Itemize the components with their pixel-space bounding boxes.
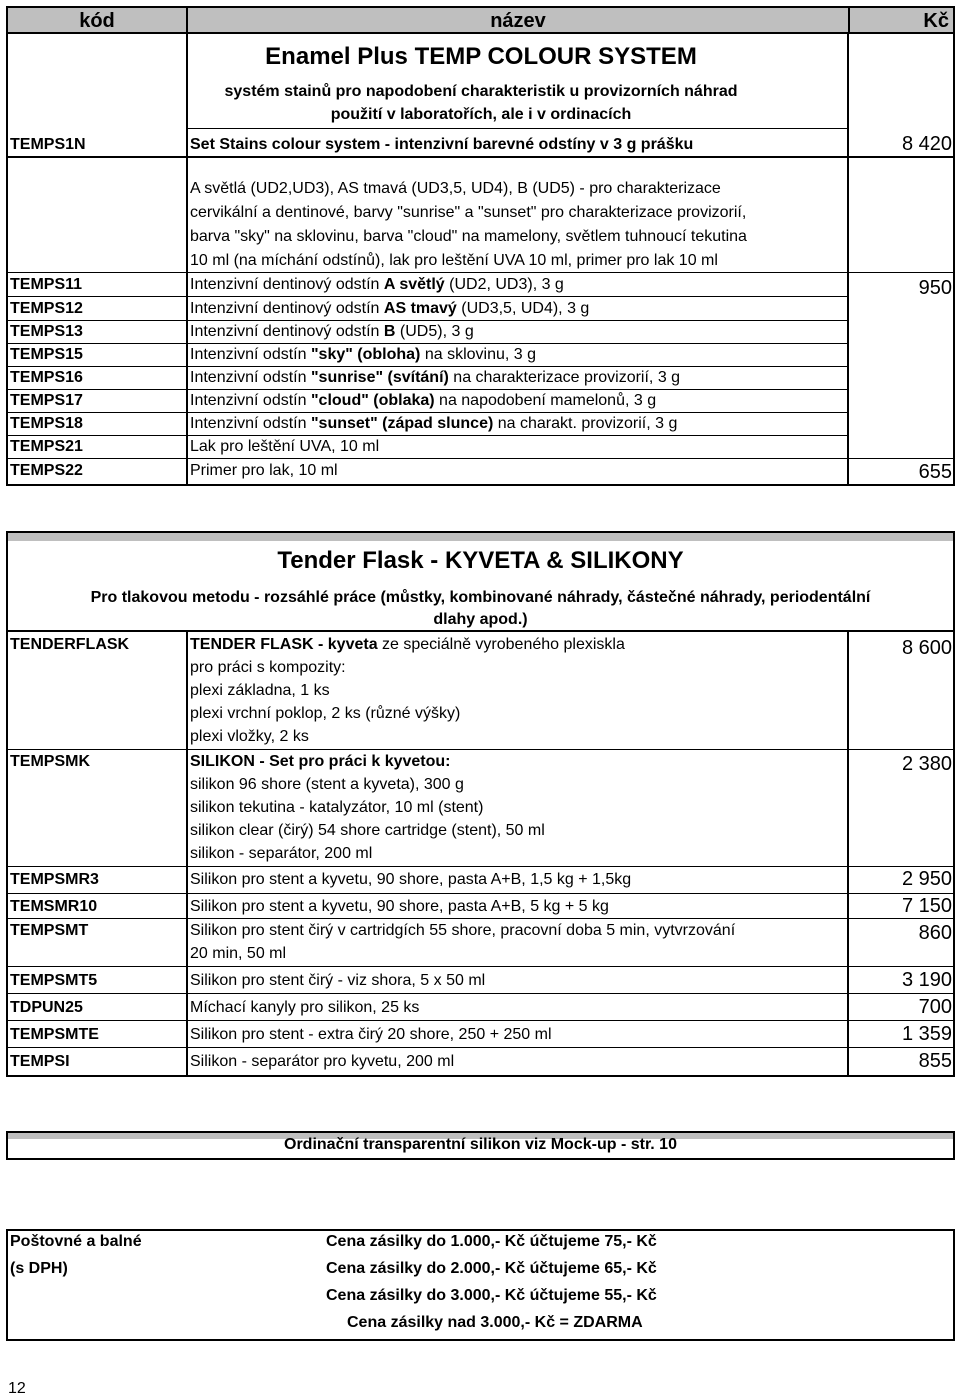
row-code: TEMPSMT <box>10 922 89 939</box>
mk-price: 2 380 <box>901 753 952 775</box>
item-name: Lak pro leštění UVA, 10 ml <box>190 438 380 455</box>
desc-line: 10 ml (na míchání odstínů), lak pro leštění UVA 10 ml, primer pro lak 10 ml <box>190 252 718 269</box>
row-price: 860 <box>918 922 952 944</box>
item-name: Intenzivní dentinový odstín A světlý (UD2, UD3), 3 g <box>190 276 564 293</box>
item-name: Primer pro lak, 10 ml <box>190 462 338 479</box>
item-name: Intenzivní odstín "cloud" (oblaka) na napodobení mamelonů, 3 g <box>190 392 657 409</box>
item-code: TEMPS21 <box>10 438 83 455</box>
item-code: TEMPS12 <box>10 300 83 317</box>
row-name: Silikon pro stent a kyvetu, 90 shore, pasta A+B, 1,5 kg + 1,5kg <box>190 871 632 888</box>
item-price: 655 <box>918 461 952 483</box>
desc-line: barva "sky" na sklovinu, barva "cloud" na mamelony, světlem tuhnoucí tekutina <box>190 228 747 245</box>
mk-code: TEMPSMK <box>10 753 90 770</box>
row-price: 700 <box>918 996 952 1018</box>
row-code: TEMSMR10 <box>10 898 98 915</box>
page-number: 12 <box>8 1380 26 1397</box>
tender-code: TENDERFLASK <box>10 636 130 653</box>
mk-line: silikon 96 shore (stent a kyveta), 300 g <box>190 776 464 793</box>
tender-line: plexi vrchní poklop, 2 ks (různé výšky) <box>190 705 461 722</box>
row-code: TEMPSMR3 <box>10 871 99 888</box>
shipping-label-vat: (s DPH) <box>10 1260 68 1277</box>
item-name: Intenzivní odstín "sky" (obloha) na sklovinu, 3 g <box>190 346 536 363</box>
row-code: TEMPSMT5 <box>10 972 98 989</box>
item-code: TEMPS22 <box>10 462 83 479</box>
desc-line: cervikální a dentinové, barvy "sunrise" a "sunset" pro charakterizace provizorií, <box>190 204 747 221</box>
tender-line: plexi vložky, 2 ks <box>190 728 309 745</box>
note-text: Ordinační transparentní silikon viz Mock-up - str. 10 <box>284 1136 677 1153</box>
row-name: Silikon pro stent čirý - viz shora, 5 x 50 ml <box>190 972 486 989</box>
items-price: 950 <box>918 277 952 299</box>
item-name: Intenzivní dentinový odstín B (UD5), 3 g <box>190 323 474 340</box>
mk-line: silikon - separátor, 200 ml <box>190 845 373 862</box>
shipping-line: Cena zásilky do 2.000,- Kč účtujeme 65,- Kč <box>326 1260 657 1277</box>
main-price: 8 420 <box>901 133 952 155</box>
shipping-label: Poštovné a balné <box>10 1233 142 1250</box>
tender-name: TENDER FLASK - kyveta ze speciálně vyrobeného plexiskla <box>190 636 625 653</box>
header-price: Kč <box>923 10 949 32</box>
section2-subtitle-1: Pro tlakovou metodu - rozsáhlé práce (můstky, kombinované náhrady, částečné náhrady, periodentální <box>90 589 871 606</box>
mk-line: silikon clear (čirý) 54 shore cartridge (stent), 50 ml <box>190 822 545 839</box>
tender-line: pro práci s kompozity: <box>190 659 346 676</box>
item-code: TEMPS15 <box>10 346 83 363</box>
row-name: Silikon pro stent - extra čirý 20 shore, 250 + 250 ml <box>190 1026 552 1043</box>
row-code: TDPUN25 <box>10 999 83 1016</box>
row-price: 1 359 <box>901 1023 952 1045</box>
row-price: 3 190 <box>901 969 952 991</box>
header-name: název <box>188 8 850 32</box>
row-price: 7 150 <box>901 895 952 917</box>
row-code: TEMPSI <box>10 1053 70 1070</box>
row-name: Silikon pro stent a kyvetu, 90 shore, pasta A+B, 5 kg + 5 kg <box>190 898 609 915</box>
section1-subtitle-1: systém stainů pro napodobení charakteristik u provizorních náhrad <box>224 83 738 100</box>
section1-subtitle-2: použití v laboratořích, ale i v ordinacích <box>330 106 632 123</box>
row-name: Míchací kanyly pro silikon, 25 ks <box>190 999 420 1016</box>
item-name: Intenzivní dentinový odstín AS tmavý (UD3,5, UD4), 3 g <box>190 300 590 317</box>
table-header-row <box>6 6 955 34</box>
main-name: Set Stains colour system - intenzivní barevné odstíny v 3 g prášku <box>190 136 694 153</box>
item-name: Intenzivní odstín "sunrise" (svítání) na charakterizace provizorií, 3 g <box>190 369 681 386</box>
item-name: Intenzivní odstín "sunset" (západ slunce) na charakt. provizorií, 3 g <box>190 415 678 432</box>
shipping-line: Cena zásilky do 1.000,- Kč účtujeme 75,- Kč <box>326 1233 657 1250</box>
tender-price: 8 600 <box>901 637 952 659</box>
mk-line: silikon tekutina - katalyzátor, 10 ml (stent) <box>190 799 484 816</box>
row-price: 855 <box>918 1050 952 1072</box>
item-code: TEMPS16 <box>10 369 83 386</box>
mk-name: SILIKON - Set pro práci k kyvetou: <box>190 753 451 770</box>
main-code: TEMPS1N <box>10 136 86 153</box>
row-name-cont: 20 min, 50 ml <box>190 945 287 962</box>
item-code: TEMPS11 <box>10 276 83 293</box>
section1-title: Enamel Plus TEMP COLOUR SYSTEM <box>265 43 697 70</box>
row-name: Silikon pro stent čirý v cartridgích 55 shore, pracovní doba 5 min, vytvrzování <box>190 922 736 939</box>
header-code: kód <box>8 8 188 32</box>
shipping-line: Cena zásilky do 3.000,- Kč účtujeme 55,- Kč <box>326 1287 657 1304</box>
row-price: 2 950 <box>901 868 952 890</box>
desc-line: A světlá (UD2,UD3), AS tmavá (UD3,5, UD4), B (UD5) - pro charakterizace <box>190 180 721 197</box>
row-name: Silikon - separátor pro kyvetu, 200 ml <box>190 1053 455 1070</box>
section2-title: Tender Flask - KYVETA & SILIKONY <box>277 547 684 574</box>
item-code: TEMPS17 <box>10 392 83 409</box>
section2-subtitle-2: dlahy apod.) <box>433 611 528 628</box>
item-code: TEMPS18 <box>10 415 83 432</box>
shipping-line: Cena zásilky nad 3.000,- Kč = ZDARMA <box>347 1314 643 1331</box>
row-code: TEMPSMTE <box>10 1026 99 1043</box>
tender-line: plexi základna, 1 ks <box>190 682 330 699</box>
item-code: TEMPS13 <box>10 323 83 340</box>
